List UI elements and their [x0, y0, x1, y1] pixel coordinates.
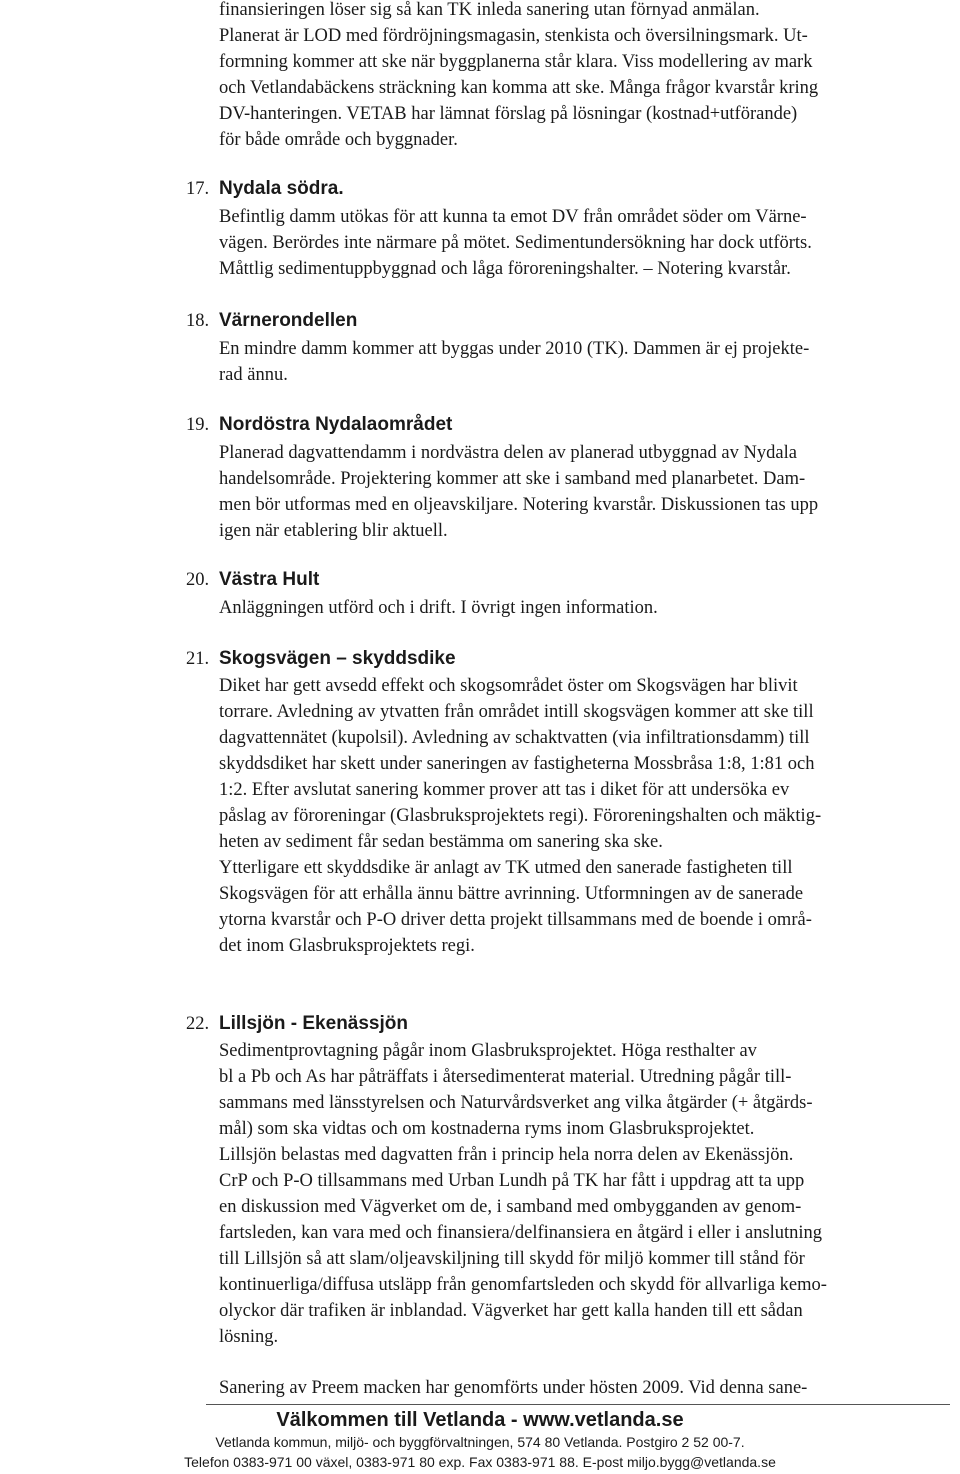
item-text-line: sammans med länsstyrelsen och Naturvårdsverket ang vilka åtgärder (+ åtgärds-: [219, 1093, 813, 1113]
intro-line: och Vetlandabäckens sträckning kan komma att ske. Många frågor kvarstår kring: [219, 78, 819, 98]
item-number: 17.: [186, 179, 210, 199]
item-text-line: vägen. Berördes inte närmare på mötet. Sedimentundersökning har dock utförts.: [219, 233, 812, 253]
intro-line: finansieringen löser sig så kan TK inleda sanering utan förnyad anmälan.: [219, 0, 760, 20]
item-text-line: bl a Pb och As har påträffats i återsedimenterat material. Utredning pågår till-: [219, 1067, 792, 1087]
item-number: 21.: [186, 649, 210, 669]
item-text-line: Anläggningen utförd och i drift. I övrigt ingen information.: [219, 598, 658, 618]
item-text-line: ytorna kvarstår och P-O driver detta projekt tillsammans med de boende i områ-: [219, 910, 812, 930]
item-text-line: skyddsdiket har skett under saneringen av fastigheterna Mossbråsa 1:8, 1:81 och: [219, 754, 815, 774]
item-text-line: det inom Glasbruksprojektets regi.: [219, 936, 475, 956]
item-text-line: heten av sediment får sedan bestämma om sanering ska ske.: [219, 832, 663, 852]
item-heading: Värnerondellen: [219, 310, 358, 331]
item-text-line: Ytterligare ett skyddsdike är anlagt av TK utmed den sanerade fastigheten till: [219, 858, 793, 878]
item-text-line: Skogsvägen för att erhålla ännu bättre avrinning. Utformningen av de sanerade: [219, 884, 804, 904]
intro-line: DV-hanteringen. VETAB har lämnat förslag på lösningar (kostnad+utförande): [219, 104, 798, 124]
footer-divider: [206, 1404, 950, 1405]
item-text-line: mål) som ska vidtas och om kostnaderna ryms inom Glasbruksprojektet.: [219, 1119, 755, 1139]
footer-title: Välkommen till Vetlanda - www.vetlanda.se: [276, 1409, 684, 1431]
item-text-line: Sedimentprovtagning pågår inom Glasbruksprojektet. Höga resthalter av: [219, 1041, 757, 1061]
item-heading: Västra Hult: [219, 569, 320, 590]
item-text-line: Måttlig sedimentuppbyggnad och låga föroreningshalter. – Notering kvarstår.: [219, 259, 791, 279]
item-text-line: igen när etablering blir aktuell.: [219, 521, 448, 541]
item-text-line: dagvattennätet (kupolsil). Avledning av schaktvatten (via infiltrationsdamm) till: [219, 728, 810, 748]
item-text-line: Befintlig damm utökas för att kunna ta emot DV från området söder om Värne-: [219, 207, 807, 227]
closing-line: Sanering av Preem macken har genomförts under hösten 2009. Vid denna sane-: [219, 1378, 808, 1398]
intro-line: för både område och byggnader.: [219, 130, 458, 150]
item-text-line: en diskussion med Vägverket om de, i samband med ombygganden av genom-: [219, 1197, 802, 1217]
item-text-line: lösning.: [219, 1327, 279, 1347]
item-text-line: Diket har gett avsedd effekt och skogsområdet öster om Skogsvägen har blivit: [219, 676, 798, 696]
item-number: 19.: [186, 415, 210, 435]
item-text-line: En mindre damm kommer att byggas under 2010 (TK). Dammen är ej projekte-: [219, 339, 810, 359]
item-text-line: till Lillsjön så att slam/oljeavskiljning till skydd för miljö kommer till stånd för: [219, 1249, 805, 1269]
item-number: 20.: [186, 570, 210, 590]
item-text-line: Planerad dagvattendamm i nordvästra delen av planerad utbyggnad av Nydala: [219, 443, 797, 463]
item-text-line: handelsområde. Projektering kommer att ske i samband med planarbetet. Dam-: [219, 469, 806, 489]
item-heading: Nordöstra Nydalaområdet: [219, 414, 453, 435]
item-text-line: 1:2. Efter avslutat sanering kommer prover att tas i diket för att undersöka ev: [219, 780, 790, 800]
item-text-line: kontinuerliga/diffusa utsläpp från genomfartsleden och skydd för allvarliga kemo-: [219, 1275, 827, 1295]
item-text-line: påslag av föroreningar (Glasbruksprojektets regi). Föroreningshalten och mäktig-: [219, 806, 822, 826]
intro-line: formning kommer att ske när byggplanerna står klara. Viss modellering av mark: [219, 52, 813, 72]
intro-line: Planerat är LOD med fördröjningsmagasin, stenkista och översilningsmark. Ut-: [219, 26, 808, 46]
item-text-line: rad ännu.: [219, 365, 288, 385]
footer-address: Vetlanda kommun, miljö- och byggförvaltningen, 574 80 Vetlanda. Postgiro 2 52 00-7.: [215, 1434, 745, 1450]
item-text-line: CrP och P-O tillsammans med Urban Lundh på TK har fått i uppdrag att ta upp: [219, 1171, 805, 1191]
item-text-line: men bör utformas med en oljeavskiljare. Notering kvarstår. Diskussionen tas upp: [219, 495, 819, 515]
item-text-line: Lillsjön belastas med dagvatten från i princip hela norra delen av Ekenässjön.: [219, 1145, 794, 1165]
item-text-line: torrare. Avledning av ytvatten från området intill skogsvägen kommer att ske till: [219, 702, 814, 722]
footer-contact: Telefon 0383-971 00 växel, 0383-971 80 exp. Fax 0383-971 88. E-post miljo.bygg@vetlanda.se: [184, 1454, 776, 1470]
item-heading: Skogsvägen – skyddsdike: [219, 648, 456, 669]
item-text-line: fartsleden, kan vara med och finansiera/delfinansiera en åtgärd i eller i anslutning: [219, 1223, 823, 1243]
item-heading: Nydala södra.: [219, 178, 344, 199]
item-heading: Lillsjön - Ekenässjön: [219, 1013, 408, 1034]
item-text-line: olyckor där trafiken är inblandad. Vägverket har gett kalla handen till ett sådan: [219, 1301, 803, 1321]
item-number: 18.: [186, 311, 210, 331]
item-number: 22.: [186, 1014, 210, 1034]
